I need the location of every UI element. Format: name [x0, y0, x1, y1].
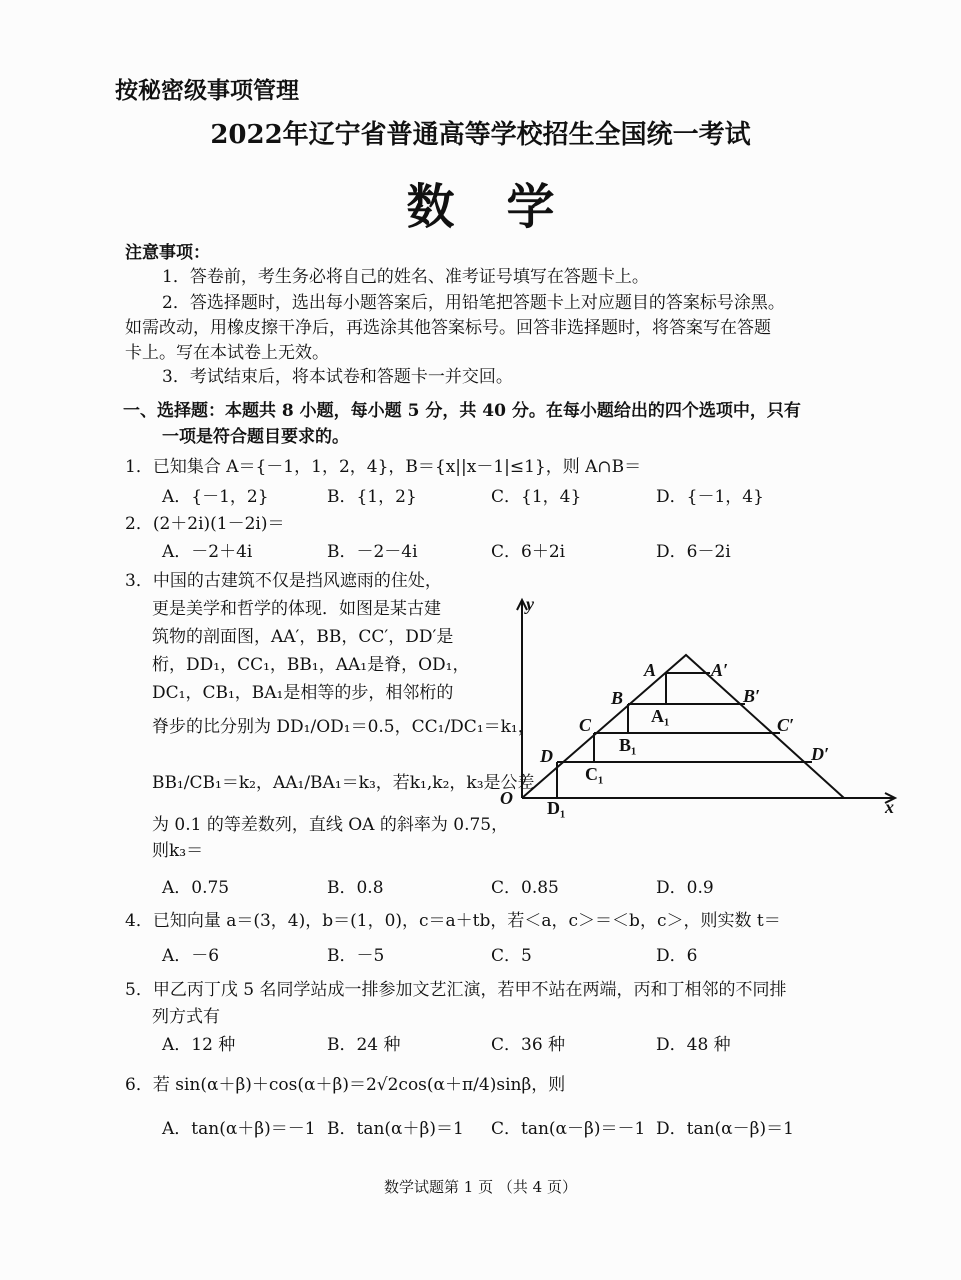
q6-option-c: C．tan(α－β)＝－1 — [491, 1119, 646, 1139]
label-a-prime: A′ — [711, 660, 729, 680]
q6-option-a: A．tan(α＋β)＝－1 — [162, 1119, 316, 1139]
label-c1: C₁ — [585, 764, 604, 784]
label-a1: A₁ — [651, 706, 670, 726]
q2-option-c: C．6＋2i — [491, 542, 566, 562]
q2-option-a: A．－2＋4i — [162, 542, 253, 562]
q3-cross-section-figure — [490, 590, 910, 830]
q1-option-a: A．{－1，2} — [162, 487, 269, 507]
q2-stem: 2．(2＋2i)(1－2i)＝ — [125, 514, 285, 534]
label-c: C — [579, 715, 592, 735]
q4-option-d: D．6 — [656, 946, 698, 966]
q5-line-2: 列方式有 — [152, 1007, 220, 1027]
q3-line-2: 更是美学和哲学的体现．如图是某古建 — [152, 599, 441, 619]
secret-level-note: 按秘密级事项管理 — [115, 77, 299, 104]
q2-option-b: B．－2－4i — [327, 542, 418, 562]
q4-stem: 4．已知向量 a＝(3，4)，b＝(1，0)，c＝a＋tb，若＜a，c＞＝＜b，c＞，则实数 t＝ — [125, 911, 781, 931]
q6-option-b: B．tan(α＋β)＝1 — [327, 1119, 464, 1139]
label-a: A — [644, 660, 657, 680]
q4-option-c: C．5 — [491, 946, 532, 966]
q5-option-a: A．12 种 — [162, 1035, 236, 1055]
label-b: B — [611, 688, 624, 708]
q3-option-b: B．0.8 — [327, 878, 384, 898]
exam-title: 2022年辽宁省普通高等学校招生全国统一考试 — [210, 120, 751, 150]
q3-line-9: 则k₃＝ — [152, 841, 204, 861]
notice-item-3: 3．考试结束后，将本试卷和答题卡一并交回。 — [162, 367, 513, 387]
subject-title: 数学 — [406, 179, 607, 235]
q1-option-d: D．{－1，4} — [656, 487, 764, 507]
q3-line-1: 3．中国的古建筑不仅是挡风遮雨的住处， — [125, 571, 442, 591]
q5-option-b: B．24 种 — [327, 1035, 401, 1055]
q3-line-8: 为 0.1 的等差数列，直线 OA 的斜率为 0.75， — [152, 815, 509, 835]
label-d-prime: D′ — [811, 744, 830, 764]
q6-stem: 6．若 sin(α＋β)＋cos(α＋β)＝2√2cos(α＋π/4)sinβ，则 — [125, 1075, 566, 1095]
q1-option-b: B．{1，2} — [327, 487, 417, 507]
section-heading-line-2: 一项是符合题目要求的。 — [162, 427, 349, 447]
label-c-prime: C′ — [777, 715, 795, 735]
page-footer: 数学试题第 1 页 （共 4 页） — [384, 1178, 577, 1196]
q3-line-6: 脊步的比分别为 DD₁/OD₁＝0.5，CC₁/DC₁＝k₁， — [152, 717, 535, 737]
q3-option-a: A．0.75 — [162, 878, 230, 898]
q2-option-d: D．6－2i — [656, 542, 731, 562]
label-b-prime: B′ — [743, 686, 761, 706]
notice-title: 注意事项： — [125, 243, 210, 263]
q3-line-3: 筑物的剖面图，AA′，BB，CC′，DD′是 — [152, 627, 454, 647]
q5-option-c: C．36 种 — [491, 1035, 566, 1055]
section-heading-line-1: 一、选择题：本题共 8 小题，每小题 5 分，共 40 分。在每小题给出的四个选项中，只有 — [123, 401, 801, 421]
label-x: x — [885, 797, 894, 817]
notice-item-2-line-3: 卡上。写在本试卷上无效。 — [125, 343, 329, 363]
q5-line-1: 5．甲乙丙丁戊 5 名同学站成一排参加文艺汇演，若甲不站在两端，丙和丁相邻的不同排 — [125, 980, 787, 1000]
q3-line-7: BB₁/CB₁＝k₂，AA₁/BA₁＝k₃，若k₁,k₂，k₃是公差 — [152, 773, 535, 793]
label-d: D — [540, 746, 553, 766]
q5-option-d: D．48 种 — [656, 1035, 731, 1055]
label-o: O — [500, 788, 513, 808]
label-d1: D₁ — [547, 798, 566, 818]
q1-stem: 1．已知集合 A＝{－1，1，2，4}，B＝{x||x－1|≤1}，则 A∩B＝ — [125, 457, 642, 477]
q3-option-d: D．0.9 — [656, 878, 714, 898]
roof-outline — [522, 655, 844, 798]
q3-line-5: DC₁，CB₁，BA₁是相等的步，相邻桁的 — [152, 683, 454, 703]
q4-option-a: A．－6 — [162, 946, 220, 966]
q3-option-c: C．0.85 — [491, 878, 559, 898]
label-b1: B₁ — [619, 735, 637, 755]
notice-item-2-line-2: 如需改动，用橡皮擦干净后，再选涂其他答案标号。回答非选择题时，将答案写在答题 — [125, 318, 771, 338]
q6-option-d: D．tan(α－β)＝1 — [656, 1119, 794, 1139]
label-y: y — [526, 594, 534, 614]
notice-item-1: 1．答卷前，考生务必将自己的姓名、准考证号填写在答题卡上。 — [162, 267, 649, 287]
q1-option-c: C．{1，4} — [491, 487, 582, 507]
notice-item-2-line-1: 2．答选择题时，选出每小题答案后，用铅笔把答题卡上对应题目的答案标号涂黑。 — [162, 293, 785, 313]
q4-option-b: B．－5 — [327, 946, 385, 966]
q3-line-4: 桁，DD₁，CC₁，BB₁，AA₁是脊，OD₁， — [152, 655, 470, 675]
